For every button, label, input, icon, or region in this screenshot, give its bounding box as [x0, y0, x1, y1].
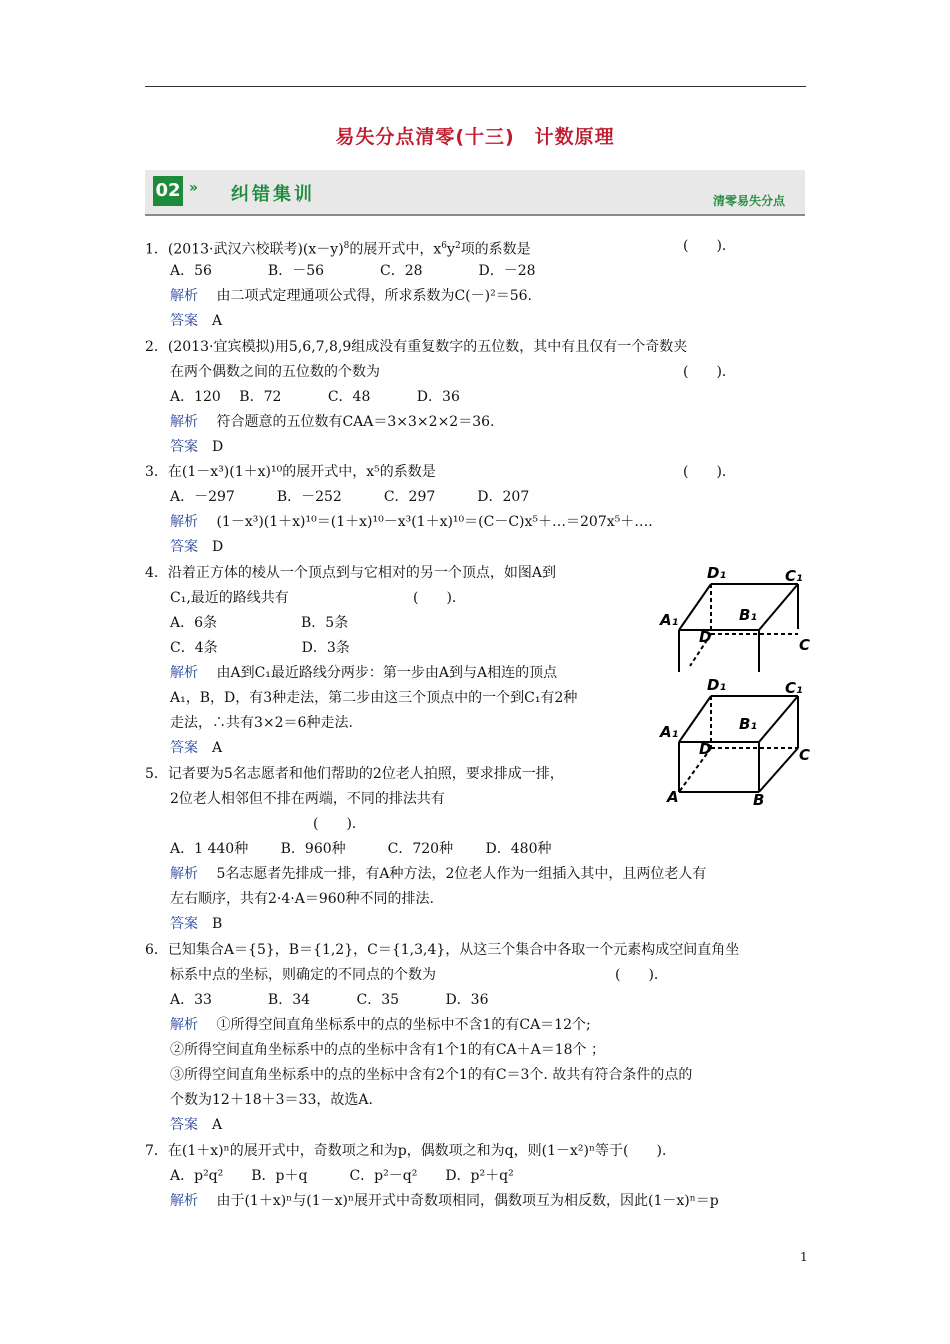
q4-analysis-2: A₁，B，D，有3种走法，第二步由这三个顶点中的一个到C₁有2种: [170, 690, 578, 706]
cube-figure-1: [655, 562, 815, 677]
q4-analysis-1: 解析 由A到C₁最近路线分两步：第一步由A到与A相连的顶点: [170, 665, 558, 681]
label-C: C: [799, 746, 811, 764]
label-B: B: [753, 791, 765, 809]
label-B1: B₁: [739, 715, 758, 733]
q2-answer: 答案 D: [170, 439, 224, 455]
label-D1: D₁: [707, 676, 727, 694]
double-chevron-icon: »: [189, 180, 199, 196]
cube-figure-2: [655, 674, 815, 809]
q4-bracket: ( )．: [413, 590, 466, 606]
q5-analysis-2: 左右顺序，共有2·4·A＝960种不同的排法.: [170, 891, 434, 907]
label-D: D: [699, 628, 712, 646]
page-title: 易失分点清零(十三) 计数原理: [335, 126, 615, 148]
label-B1: B₁: [739, 606, 758, 624]
q4-options-1: A．6条 B．5条: [170, 615, 349, 631]
q3-stem: 3．在(1－x³)(1＋x)¹⁰的展开式中，x⁵的系数是: [145, 464, 436, 480]
q4-options-2: C．4条 D．3条: [170, 640, 350, 656]
label-A1: A₁: [660, 723, 679, 741]
section-title: 纠错集训: [231, 184, 315, 205]
q6-analysis-4: 个数为12＋18＋3＝33，故选A.: [170, 1092, 373, 1108]
q3-bracket: ( )．: [683, 464, 736, 480]
q7-options: A．p²q² B．p＋q C．p²－q² D．p²＋q²: [170, 1168, 514, 1184]
q5-analysis-1: 解析 5名志愿者先排成一排，有A种方法，2位老人作为一组插入其中，且两位老人有: [170, 866, 707, 882]
q2-analysis: 解析 符合题意的五位数有CAA＝3×3×2×2＝36.: [170, 414, 495, 430]
page-number: 1: [800, 1250, 808, 1264]
q1-bracket: ( )．: [683, 238, 736, 254]
q6-answer: 答案 A: [170, 1117, 223, 1133]
q5-answer: 答案 B: [170, 916, 223, 932]
q6-options: A．33 B．34 C．35 D．36: [170, 992, 489, 1008]
q4-answer: 答案 A: [170, 740, 223, 756]
q2-stem-2: 在两个偶数之间的五位数的个数为: [170, 364, 380, 380]
q1-analysis: 解析 由二项式定理通项公式得，所求系数为C(－)²＝56.: [170, 288, 532, 304]
q6-stem-2: 标系中点的坐标，则确定的不同点的个数为: [170, 967, 436, 983]
section-number-badge: 02: [153, 176, 183, 206]
section-tag: 清零易失分点: [712, 194, 785, 208]
q3-options: A．－297 B．－252 C．297 D．207: [170, 489, 530, 505]
top-rule: [145, 86, 806, 87]
label-A1: A₁: [660, 611, 679, 629]
q5-bracket: ( )．: [313, 816, 366, 832]
q6-stem-1: 6．已知集合A＝{5}，B＝{1,2}，C＝{1,3,4}，从这三个集合中各取一个元素构成空间直角坐: [145, 942, 740, 958]
q1-answer: 答案 A: [170, 313, 223, 329]
label-D1: D₁: [707, 564, 727, 582]
q3-analysis: 解析 (1－x³)(1＋x)¹⁰＝(1＋x)¹⁰－x³(1＋x)¹⁰＝(C－C)x⁵＋…＝207x⁵＋….: [170, 514, 653, 530]
q3-answer: 答案 D: [170, 539, 224, 555]
label-C: C: [799, 636, 811, 654]
label-A: A: [667, 788, 679, 806]
label-C1: C₁: [785, 679, 803, 697]
label-C1: C₁: [785, 567, 803, 585]
q2-options: A．120 B．72 C．48 D．36: [170, 389, 460, 405]
q6-bracket: ( )．: [615, 967, 668, 983]
q1-stem: 1．(2013·武汉六校联考)$(x-y)^8$的展开式中，$x^6y^2$项的系数是: [145, 241, 531, 258]
q6-analysis-2: ②所得空间直角坐标系中的点的坐标中含有1个1的有CA＋A＝18个 ；: [170, 1042, 606, 1058]
q5-stem-2: 2位老人相邻但不排在两端，不同的排法共有: [170, 791, 445, 807]
q5-options: A．1 440种 B．960种 C．720种 D．480种: [170, 841, 552, 857]
q1-options: A．56 B．－56 C．28 D．－28: [170, 263, 536, 279]
q4-analysis-3: 走法，∴共有3×2＝6种走法.: [170, 715, 353, 731]
section-banner: [145, 170, 805, 216]
q6-analysis-1: 解析 ①所得空间直角坐标系中的点的坐标中不含1的有CA＝12个;: [170, 1017, 591, 1033]
q6-analysis-3: ③所得空间直角坐标系中的点的坐标中含有2个1的有C＝3个. 故共有符合条件的点的: [170, 1067, 693, 1083]
q2-stem-1: 2．(2013·宜宾模拟)用5,6,7,8,9组成没有重复数字的五位数，其中有且仅有一个奇数夹: [145, 339, 688, 355]
q4-stem-1: 4．沿着正方体的棱从一个顶点到与它相对的另一个顶点，如图A到: [145, 565, 557, 581]
label-D: D: [699, 740, 712, 758]
q7-stem: 7．在(1＋x)ⁿ的展开式中，奇数项之和为p，偶数项之和为q，则(1－x²)ⁿ等于( )．: [145, 1143, 676, 1159]
q5-stem-1: 5．记者要为5名志愿者和他们帮助的2位老人拍照，要求排成一排，: [145, 766, 564, 782]
q2-bracket: ( )．: [683, 364, 736, 380]
q7-analysis: 解析 由于(1＋x)ⁿ与(1－x)ⁿ展开式中奇数项相同，偶数项互为相反数，因此(1－x)ⁿ＝p: [170, 1193, 719, 1209]
q4-stem-2: C₁,最近的路线共有: [170, 590, 289, 606]
